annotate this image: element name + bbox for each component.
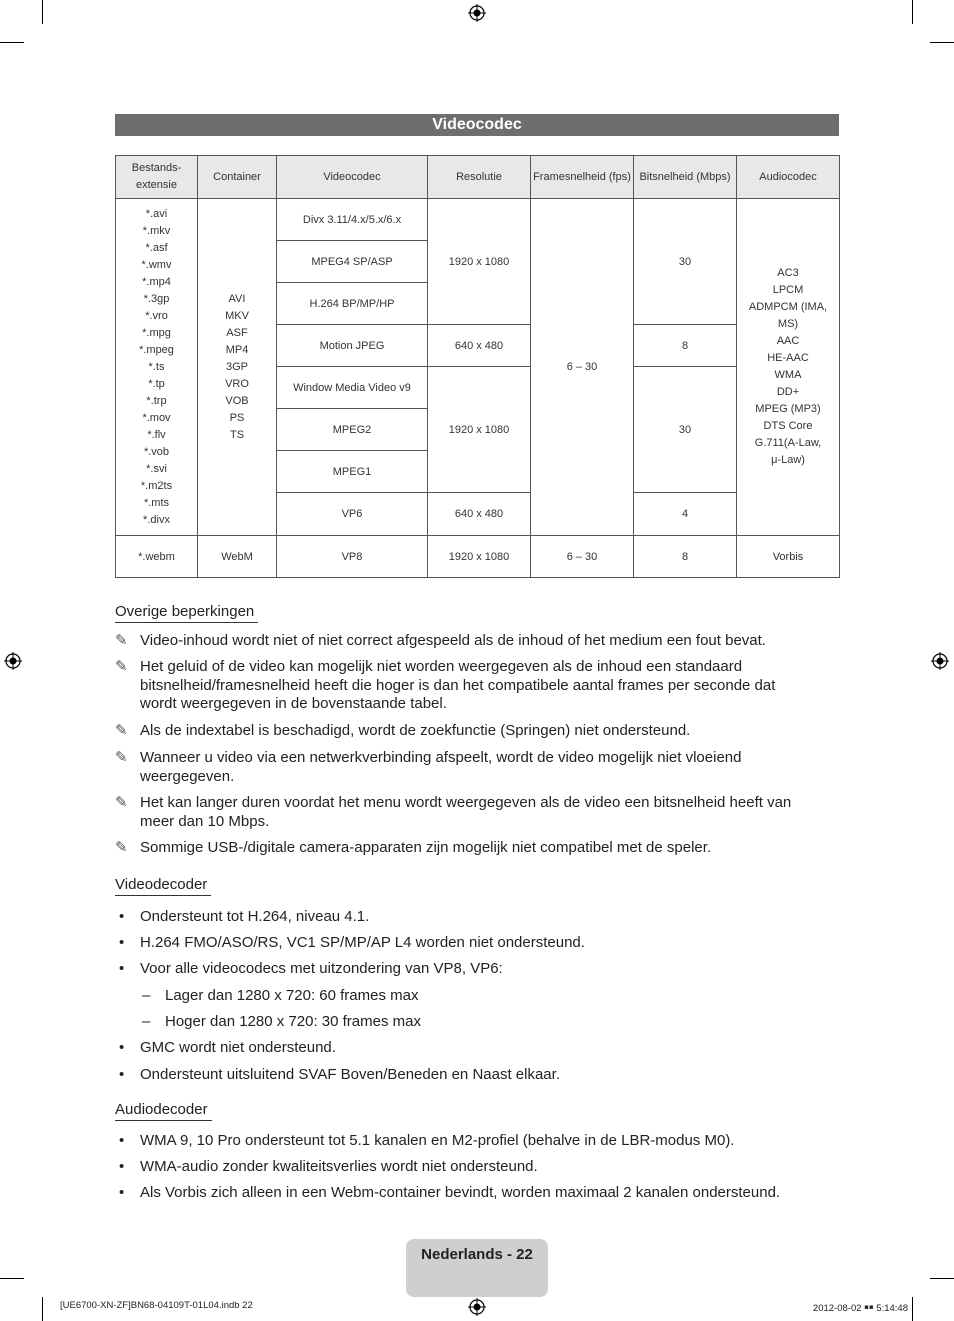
registration-mark-icon — [468, 1298, 486, 1316]
extension-item: *.mts — [143, 496, 170, 509]
container-item: ASF — [226, 326, 248, 339]
section-title: Videocodec — [115, 114, 839, 136]
container-item: VRO — [225, 377, 249, 390]
file-info: [UE6700-XN-ZF]BN68-04109T-01L04.indb 22 — [60, 1300, 253, 1311]
extension-item: *.divx — [143, 513, 170, 526]
audio-codec-item: HE-AAC — [767, 352, 809, 364]
note-item — [115, 794, 815, 831]
print-date: 2012-08-02 ￭￭ 5:14:48 — [812, 1303, 908, 1314]
extensions-cell — [116, 199, 198, 536]
extension-item: *.vro — [145, 309, 168, 322]
registration-mark-icon — [931, 652, 949, 670]
bitrate-cell: 4 — [634, 493, 737, 536]
codec-cell: MPEG4 SP/ASP — [277, 241, 428, 283]
audio-codec-item: AC3 — [777, 267, 799, 279]
extension-item: *.mp4 — [142, 275, 171, 288]
note-pencil-icon: ✎ — [115, 632, 128, 649]
note-text: Als de indextabel is beschadigd, wordt de zoekfunctie (Springen) niet ondersteund. — [140, 722, 691, 739]
audio-codec-item: ADMPCM (IMA, MS) — [748, 301, 828, 330]
crop-mark — [912, 1297, 913, 1321]
section-heading — [115, 1101, 212, 1118]
resolution-cell: 640 x 480 — [428, 325, 531, 367]
bullet-icon: • — [119, 934, 125, 951]
dash-item — [142, 987, 419, 1005]
header-cell: Framesnelheid (fps) — [531, 156, 634, 199]
extension-item: *.m2ts — [140, 479, 173, 492]
bullet-icon: • — [119, 1158, 125, 1175]
note-item — [115, 839, 815, 858]
extension-item: *.ts — [148, 360, 165, 373]
bullet-icon: • — [119, 1039, 125, 1056]
table-row — [116, 199, 840, 241]
audio-cell: Vorbis — [737, 536, 840, 578]
header-cell: Audiocodec — [737, 156, 840, 199]
codec-cell: Window Media Video v9 — [277, 367, 428, 409]
extension-item: *.wmv — [141, 258, 172, 271]
bullet-icon: • — [119, 960, 125, 977]
table-row-webm — [116, 536, 840, 578]
bullet-text: Als Vorbis zich alleen in een Webm-container bevindt, worden maximaal 2 kanalen ondersteund. — [140, 1184, 781, 1201]
containers-cell — [198, 199, 277, 536]
container-item: 3GP — [225, 360, 248, 373]
crop-mark — [0, 42, 24, 43]
bullet-item — [119, 1039, 336, 1057]
bullet-icon: • — [119, 1184, 125, 1201]
codec-cell: Divx 3.11/4.x/5.x/6.x — [277, 199, 428, 241]
note-pencil-icon: ✎ — [115, 722, 128, 739]
note-text: Video-inhoud wordt niet of niet correct afgespeeld als de inhoud of het medium een fout bevat. — [140, 632, 766, 649]
note-text: Het kan langer duren voordat het menu wordt weergegeven als de video een bitsnelheid heeft van meer dan 10 Mbps. — [140, 794, 792, 830]
container-item: TS — [229, 428, 245, 441]
note-item — [115, 658, 815, 714]
extension-item: *.asf — [145, 241, 168, 254]
note-item — [115, 749, 815, 786]
fps-cell: 6 – 30 — [531, 536, 634, 578]
note-pencil-icon: ✎ — [115, 794, 128, 811]
dash-icon: – — [142, 987, 151, 1004]
bitrate-cell: 8 — [634, 325, 737, 367]
dash-item — [142, 1013, 421, 1031]
bullet-item — [119, 1132, 734, 1150]
fps-cell: 6 – 30 — [531, 199, 634, 536]
extension-cell: *.webm — [116, 536, 198, 578]
section-heading — [115, 876, 211, 893]
extension-item: *.3gp — [143, 292, 170, 305]
bullet-item — [119, 908, 369, 926]
audio-codec-item: G.711(A-Law, — [754, 437, 822, 449]
bullet-icon: • — [119, 1066, 125, 1083]
extension-item: *.svi — [146, 462, 167, 475]
note-text: Wanneer u video via een netwerkverbinding afspeelt, wordt de video mogelijk niet vloeiend weergegeven. — [140, 749, 742, 785]
note-text: Sommige USB-/digitale camera-apparaten zijn mogelijk niet compatibel met de speler. — [140, 839, 712, 856]
extension-item: *.tp — [148, 377, 165, 390]
codec-cell: MPEG1 — [277, 451, 428, 493]
resolution-cell: 640 x 480 — [428, 493, 531, 536]
extension-item: *.mpeg — [139, 343, 174, 356]
extension-item: *.mov — [142, 411, 171, 424]
extension-item: *.vob — [143, 445, 170, 458]
crop-mark — [912, 0, 913, 24]
note-pencil-icon: ✎ — [115, 658, 128, 675]
note-pencil-icon: ✎ — [115, 839, 128, 856]
extension-item: *.trp — [146, 394, 167, 407]
header-cell: Bitsnelheid (Mbps) — [634, 156, 737, 199]
table-header-row — [116, 156, 840, 199]
note-pencil-icon: ✎ — [115, 749, 128, 766]
audio-cell — [737, 199, 840, 536]
codec-cell: VP6 — [277, 493, 428, 536]
dash-icon: – — [142, 1013, 151, 1030]
bullet-icon: • — [119, 1132, 125, 1149]
section-heading — [115, 603, 258, 620]
container-item: PS — [229, 411, 245, 424]
resolution-cell: 1920 x 1080 — [428, 536, 531, 578]
bitrate-cell: 30 — [634, 367, 737, 493]
crop-mark — [42, 1297, 43, 1321]
bullet-text: Ondersteunt uitsluitend SVAF Boven/Beneden en Naast elkaar. — [140, 1066, 560, 1083]
codec-cell: VP8 — [277, 536, 428, 578]
dash-text: Lager dan 1280 x 720: 60 frames max — [165, 987, 419, 1004]
codec-cell: Motion JPEG — [277, 325, 428, 367]
audio-codec-item: DTS Core — [763, 420, 813, 432]
crop-mark — [0, 1278, 24, 1279]
bullet-item — [119, 934, 585, 952]
header-cell: Container — [198, 156, 277, 199]
container-item: MKV — [225, 309, 249, 322]
heading-text: Overige beperkingen — [115, 603, 258, 623]
bullet-text: WMA-audio zonder kwaliteitsverlies wordt niet ondersteund. — [140, 1158, 538, 1175]
bullet-text: GMC wordt niet ondersteund. — [140, 1039, 336, 1056]
extension-item: *.mkv — [142, 224, 171, 237]
header-cell: Videocodec — [277, 156, 428, 199]
bitrate-cell: 30 — [634, 199, 737, 325]
audio-codec-item: DD+ — [776, 386, 800, 398]
bullet-item — [119, 1184, 780, 1202]
crop-mark — [930, 1278, 954, 1279]
audio-codec-item: LPCM — [772, 284, 804, 296]
resolution-cell: 1920 x 1080 — [428, 199, 531, 325]
audio-codec-item: μ-Law) — [771, 454, 805, 466]
header-cell: Bestands-extensie — [116, 156, 198, 199]
dash-text: Hoger dan 1280 x 720: 30 frames max — [165, 1013, 421, 1030]
extension-item: *.flv — [147, 428, 166, 441]
bitrate-cell: 8 — [634, 536, 737, 578]
bullet-text: H.264 FMO/ASO/RS, VC1 SP/MP/AP L4 worden niet ondersteund. — [140, 934, 585, 951]
bullet-text: Ondersteunt tot H.264, niveau 4.1. — [140, 908, 370, 925]
bullet-item — [119, 960, 503, 978]
resolution-cell: 1920 x 1080 — [428, 367, 531, 493]
note-text: Het geluid of de video kan mogelijk niet worden weergegeven als de inhoud een standaard bitsnelheid/framesnelheid heeft die hoger is dan het compatibele aantal frames per seconde dat wordt weergegeven in de bovenstaande tabel. — [140, 658, 776, 712]
container-item: VOB — [225, 394, 249, 407]
header-cell: Resolutie — [428, 156, 531, 199]
heading-text: Audiodecoder — [115, 1101, 212, 1121]
registration-mark-icon — [4, 652, 22, 670]
registration-mark-icon — [468, 4, 486, 22]
note-item — [115, 722, 815, 741]
bullet-text: WMA 9, 10 Pro ondersteunt tot 5.1 kanalen en M2-profiel (behalve in de LBR-modus M0). — [140, 1132, 735, 1149]
container-item: AVI — [228, 292, 246, 305]
page-number-tab: Nederlands - 22 — [406, 1239, 548, 1297]
codec-cell: MPEG2 — [277, 409, 428, 451]
heading-text: Videodecoder — [115, 876, 211, 896]
audio-codec-item: WMA — [774, 369, 802, 381]
crop-mark — [42, 0, 43, 24]
crop-mark — [930, 42, 954, 43]
bullet-item — [119, 1158, 538, 1176]
audio-codec-item: AAC — [776, 335, 800, 347]
container-cell: WebM — [198, 536, 277, 578]
extension-item: *.mpg — [142, 326, 171, 339]
bullet-text: Voor alle videocodecs met uitzondering van VP8, VP6: — [140, 960, 503, 977]
note-item — [115, 632, 815, 651]
audio-codec-item: MPEG (MP3) — [755, 403, 821, 415]
codec-table — [115, 155, 840, 578]
extension-item: *.avi — [145, 207, 168, 220]
bullet-icon: • — [119, 908, 125, 925]
bullet-item — [119, 1066, 560, 1084]
container-item: MP4 — [225, 343, 249, 356]
codec-cell: H.264 BP/MP/HP — [277, 283, 428, 325]
